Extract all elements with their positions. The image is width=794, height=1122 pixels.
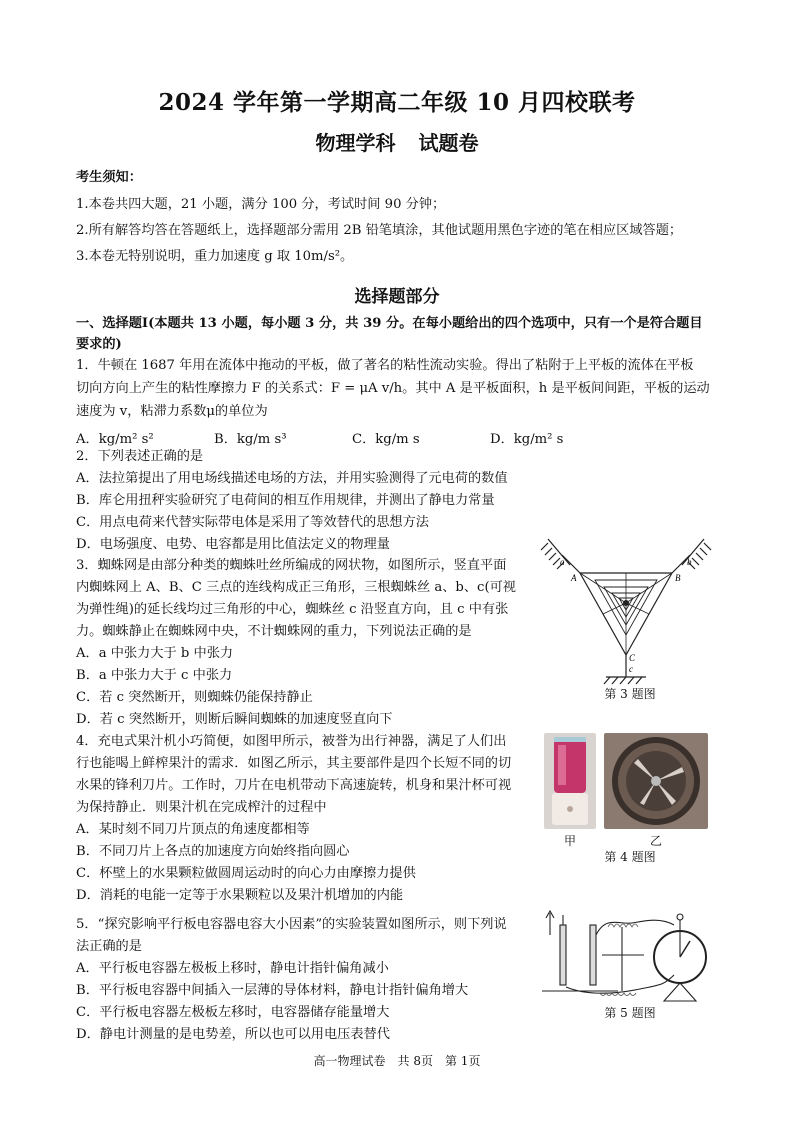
q3-line: 3．蜘蛛网是由部分种类的蜘蛛吐丝所编成的网状物，如图所示，竖直平面 (76, 558, 507, 573)
q4-line: 为保持静止．则果汁机在完成榨汁的过程中 (76, 800, 327, 815)
q5-option: C．平行板电容器左极板左移时，电容器储存能量增大 (76, 1005, 390, 1020)
label-yi: 乙 (649, 834, 662, 848)
q5-option: D．静电计测量的是电势差，所以也可以用电压表替代 (76, 1027, 390, 1042)
q3-line: 为弹性绳)的延长线均过三角形的中心，蜘蛛丝 c 沿竖直方向，且 c 中有张 (76, 602, 509, 617)
q2-option: D．电场强度、电势、电容都是用比值法定义的物理量 (76, 537, 390, 552)
notice-heading: 考生须知： (76, 170, 142, 185)
q1-line: 切向方向上产生的粘性摩擦力 F 的关系式：F = μA v/h。其中 A 是平板面积，h 是平板间间距，平板的运动 (76, 381, 710, 396)
q4-option: A．某时刻不同刀片顶点的角速度都相等 (76, 822, 310, 837)
notice-item: 3.本卷无特别说明，重力加速度 g 取 10m/s²。 (76, 249, 354, 264)
label-jia: 甲 (563, 834, 576, 848)
q1-option: B．kg/m s³ (214, 432, 287, 447)
juicer-photo-yi (604, 733, 708, 829)
label-C: C (629, 653, 636, 663)
figure-caption: 第 3 题图 (604, 687, 656, 701)
q4-line: 行也能喝上鲜榨果汁的需求．如图乙所示，其主要部件是四个长短不同的切 (76, 756, 512, 771)
spider-web-figure (540, 535, 712, 685)
figure-caption: 第 5 题图 (604, 1006, 656, 1020)
q3-line: 力。蜘蛛静止在蜘蛛网中央，不计蜘蛛网的重力，下列说法正确的是 (76, 624, 472, 639)
q5-option: B．平行板电容器中间插入一层薄的导体材料，静电计指针偏角增大 (76, 983, 469, 998)
q1-options (76, 428, 628, 447)
q1-line: 速度为 v，粘滞力系数μ的单位为 (76, 404, 268, 419)
capacitor-figure (540, 905, 712, 1005)
q1-option: D．kg/m² s (490, 432, 564, 447)
q3-option: D．若 c 突然断开，则断后瞬间蜘蛛的加速度竖直向下 (76, 712, 393, 727)
exam-title: 2024 学年第一学期高二年级 10 月四校联考 (158, 89, 636, 116)
q2-option: B．库仑用扭秤实验研究了电荷间的相互作用规律，并测出了静电力常量 (76, 493, 495, 508)
label-c: c (629, 664, 633, 674)
q4-line: 水果的锋利刀片。工作时，刀片在电机带动下高速旋转，机身和果汁杯可视 (76, 778, 512, 793)
q2-stem: 2．下列表述正确的是 (76, 449, 204, 464)
label-B: B (675, 573, 681, 583)
q4-option: C．杯壁上的水果颗粒做圆周运动时的向心力由摩擦力提供 (76, 866, 416, 881)
q2-option: A．法拉第提出了用电场线描述电场的方法，并用实验测得了元电荷的数值 (76, 471, 508, 486)
page-footer: 高一物理试卷 共 8页 第 1页 (313, 1054, 481, 1068)
q2-option: C．用点电荷来代替实际带电体是采用了等效替代的思想方法 (76, 515, 429, 530)
spider-dot (623, 600, 629, 606)
q1-option: A．kg/m² s² (76, 432, 154, 447)
q4-line: 4．充电式果汁机小巧简便，如图甲所示，被誉为出行神器，满足了人们出 (76, 734, 507, 749)
q4-option: D．消耗的电能一定等于水果颗粒以及果汁机增加的内能 (76, 888, 404, 903)
q1-option: C．kg/m s (352, 432, 420, 447)
q3-option: B．a 中张力大于 c 中张力 (76, 668, 233, 683)
q5-line: 法正确的是 (76, 939, 142, 954)
notice-item: 2.所有解答均答在答题纸上，选择题部分需用 2B 铅笔填涂，其他试题用黑色字迹的笔在相应区域答题； (76, 223, 683, 238)
q3-option: A．a 中张力大于 b 中张力 (76, 646, 234, 661)
q5-line: 5．“探究影响平行板电容器电容大小因素”的实验装置如图所示，则下列说 (76, 917, 507, 932)
figure-caption: 第 4 题图 (604, 850, 656, 864)
label-a: a (560, 557, 565, 567)
paper-label: 试题卷 (418, 131, 479, 155)
notice-item: 1.本卷共四大题，21 小题，满分 100 分，考试时间 90 分钟； (76, 197, 446, 212)
q5-option: A．平行板电容器左极板上移时，静电计指针偏角减小 (76, 961, 389, 976)
exam-subtitle (0, 127, 794, 156)
label-A: A (571, 573, 577, 583)
label-b: b (687, 557, 692, 567)
subject-label: 物理学科 (315, 131, 396, 155)
q1-line: 1．牛顿在 1687 年用在流体中拖动的平板，做了著名的粘性流动实验。得出了粘附于上平板的流体在平板 (76, 358, 694, 373)
juicer-photo-jia (544, 733, 596, 829)
q4-option: B．不同刀片上各点的加速度方向始终指向圆心 (76, 844, 350, 859)
part1-heading: 一、选择题Ⅰ(本题共 13 小题，每小题 3 分，共 39 分。在每小题给出的四个选项中，只有一个是符合题目 (76, 316, 703, 331)
q3-option: C．若 c 突然断开，则蜘蛛仍能保持静止 (76, 690, 313, 705)
part1-heading-cont: 要求的) (76, 337, 122, 352)
section-title: 选择题部分 (354, 287, 440, 307)
q3-line: 内蜘蛛网上 A、B、C 三点的连线构成正三角形，三根蜘蛛丝 a、b、c(可视 (76, 580, 516, 595)
